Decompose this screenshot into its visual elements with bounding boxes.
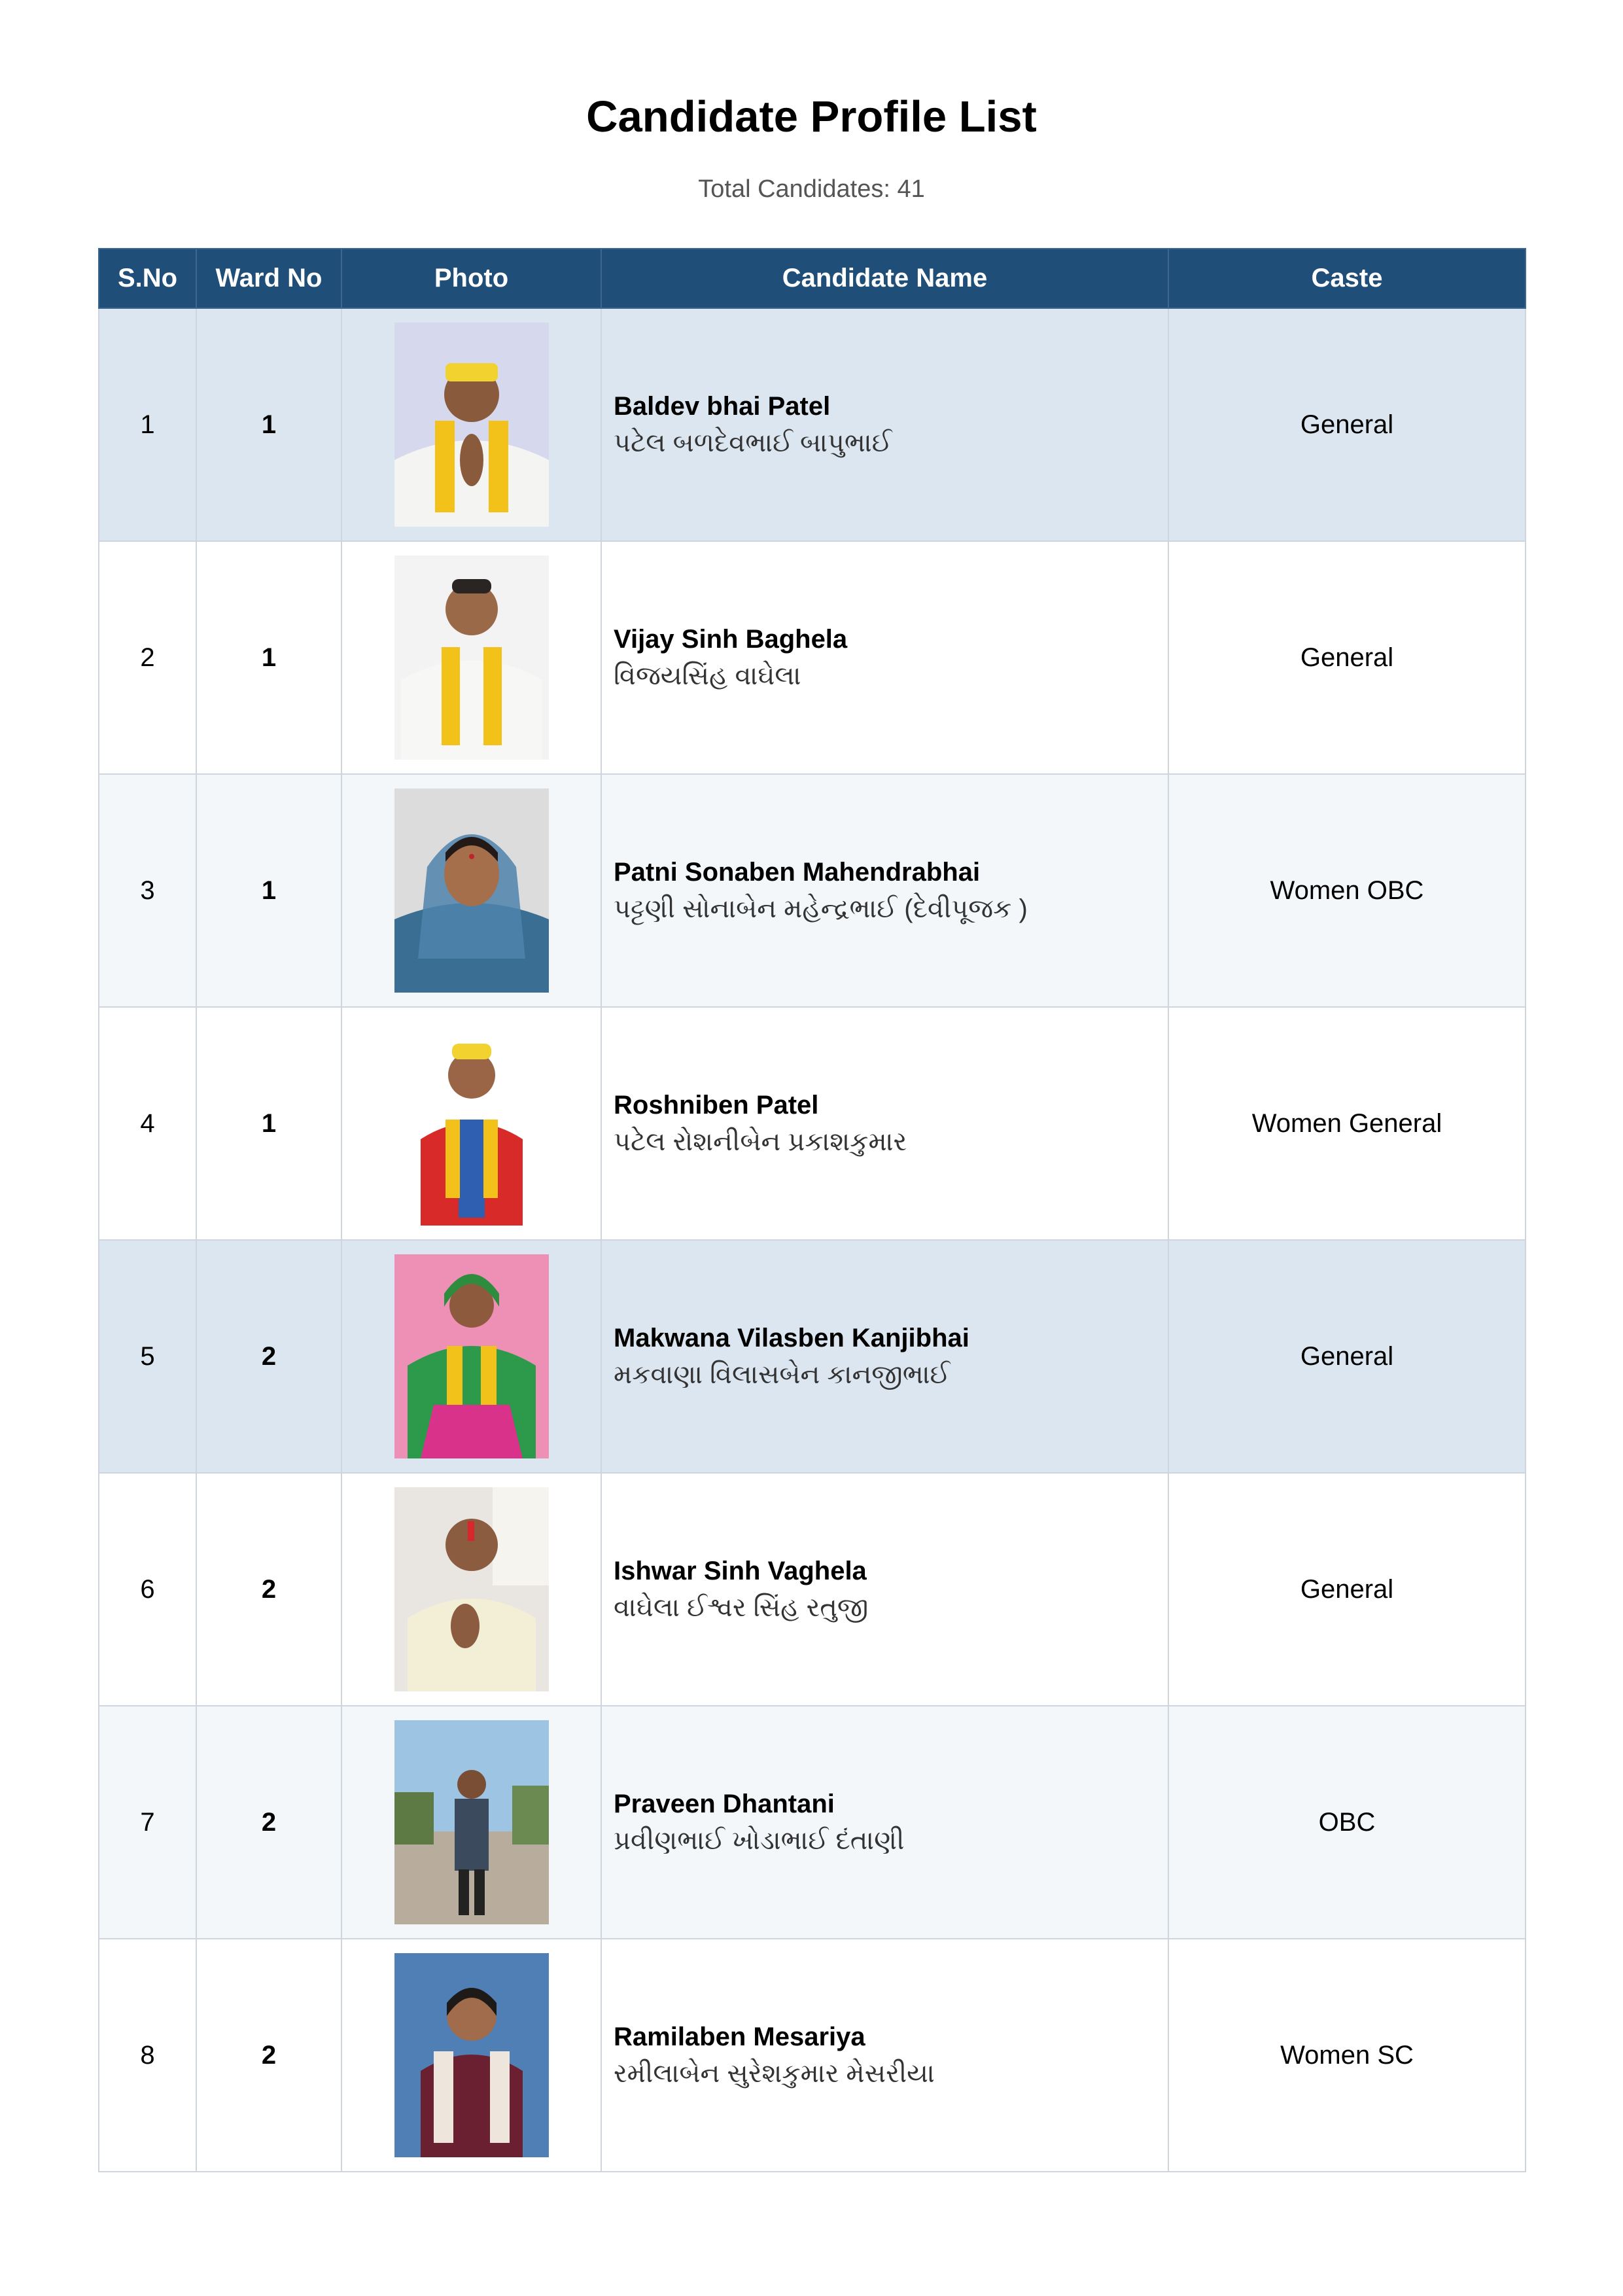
table-row bbox=[99, 541, 1526, 774]
cell-ward: 1 bbox=[196, 774, 341, 1007]
cell-photo bbox=[341, 308, 601, 541]
cell-ward: 2 bbox=[196, 1473, 341, 1706]
candidate-name-english: Ishwar Sinh Vaghela bbox=[614, 1557, 867, 1585]
candidate-name-english: Vijay Sinh Baghela bbox=[614, 625, 848, 654]
cell-ward: 2 bbox=[196, 1706, 341, 1939]
candidate-name-gujarati: મકવાણા વિલાસબેન કાનજીભાઈ bbox=[614, 1360, 951, 1389]
candidate-table bbox=[98, 248, 1526, 2172]
cell-sno: 6 bbox=[99, 1473, 196, 1706]
cell-ward: 2 bbox=[196, 1939, 341, 2172]
cell-name bbox=[601, 1939, 1168, 2172]
cell-caste: Women General bbox=[1168, 1007, 1526, 1240]
cell-photo bbox=[341, 774, 601, 1007]
cell-caste: General bbox=[1168, 541, 1526, 774]
cell-photo bbox=[341, 1939, 601, 2172]
candidate-photo bbox=[394, 1953, 549, 2157]
candidate-photo bbox=[394, 1254, 549, 1458]
candidate-name-english: Praveen Dhantani bbox=[614, 1790, 835, 1818]
cell-caste: General bbox=[1168, 308, 1526, 541]
cell-ward: 1 bbox=[196, 308, 341, 541]
table-row bbox=[99, 1939, 1526, 2172]
cell-sno: 4 bbox=[99, 1007, 196, 1240]
cell-caste: General bbox=[1168, 1240, 1526, 1473]
table-row bbox=[99, 1240, 1526, 1473]
candidate-name-english: Roshniben Patel bbox=[614, 1091, 819, 1120]
table-row bbox=[99, 1706, 1526, 1939]
table-row bbox=[99, 774, 1526, 1007]
header-sno: S.No bbox=[99, 249, 196, 308]
cell-name bbox=[601, 308, 1168, 541]
header-name: Candidate Name bbox=[601, 249, 1168, 308]
cell-sno: 8 bbox=[99, 1939, 196, 2172]
cell-ward: 1 bbox=[196, 541, 341, 774]
cell-caste: OBC bbox=[1168, 1706, 1526, 1939]
cell-ward: 2 bbox=[196, 1240, 341, 1473]
cell-photo bbox=[341, 1240, 601, 1473]
cell-name bbox=[601, 541, 1168, 774]
table-row bbox=[99, 308, 1526, 541]
cell-photo bbox=[341, 1706, 601, 1939]
cell-caste: Women SC bbox=[1168, 1939, 1526, 2172]
cell-ward: 1 bbox=[196, 1007, 341, 1240]
candidate-name-gujarati: પ્રવીણભાઈ ખોડાભાઈ દંતાણી bbox=[614, 1826, 905, 1855]
cell-sno: 1 bbox=[99, 308, 196, 541]
header-photo: Photo bbox=[341, 249, 601, 308]
cell-name bbox=[601, 1240, 1168, 1473]
table-row bbox=[99, 1007, 1526, 1240]
table-row bbox=[99, 1473, 1526, 1706]
cell-name bbox=[601, 1706, 1168, 1939]
candidate-name-english: Ramilaben Mesariya bbox=[614, 2022, 865, 2051]
candidate-name-gujarati: પટેલ રોશનીબેન પ્રકાશકુમાર bbox=[614, 1127, 907, 1156]
header-caste: Caste bbox=[1168, 249, 1526, 308]
cell-sno: 2 bbox=[99, 541, 196, 774]
total-candidates: Total Candidates: 41 bbox=[698, 175, 925, 203]
candidate-name-english: Makwana Vilasben Kanjibhai bbox=[614, 1324, 969, 1352]
candidate-name-gujarati: પટ્ટણી સોનાબેન મહેન્દ્રભાઈ (દેવીપૂજક ) bbox=[614, 894, 1028, 923]
cell-sno: 7 bbox=[99, 1706, 196, 1939]
candidate-name-gujarati: રમીલાબેન સુરેશકુમાર મેસરીયા bbox=[614, 2059, 935, 2088]
cell-photo bbox=[341, 541, 601, 774]
candidate-photo bbox=[394, 1021, 549, 1226]
candidate-photo bbox=[394, 788, 549, 993]
header-ward: Ward No bbox=[196, 249, 341, 308]
cell-photo bbox=[341, 1473, 601, 1706]
cell-name bbox=[601, 774, 1168, 1007]
cell-caste: General bbox=[1168, 1473, 1526, 1706]
cell-photo bbox=[341, 1007, 601, 1240]
candidate-photo bbox=[394, 323, 549, 527]
cell-name bbox=[601, 1473, 1168, 1706]
candidate-photo bbox=[394, 556, 549, 760]
candidate-name-english: Patni Sonaben Mahendrabhai bbox=[614, 858, 981, 887]
cell-caste: Women OBC bbox=[1168, 774, 1526, 1007]
candidate-name-gujarati: વાઘેલા ઈશ્વર સિંહ રતુજી bbox=[614, 1593, 869, 1622]
page-title: Candidate Profile List bbox=[586, 92, 1037, 141]
candidate-photo bbox=[394, 1720, 549, 1924]
candidate-name-gujarati: પટેલ બળદેવભાઈ બાપુભાઈ bbox=[614, 429, 892, 457]
cell-name bbox=[601, 1007, 1168, 1240]
cell-sno: 3 bbox=[99, 774, 196, 1007]
candidate-name-english: Baldev bhai Patel bbox=[614, 392, 831, 421]
cell-sno: 5 bbox=[99, 1240, 196, 1473]
table-header-row bbox=[99, 249, 1526, 308]
candidate-name-gujarati: વિજયસિંહ વાઘેલા bbox=[614, 662, 801, 690]
candidate-photo bbox=[394, 1487, 549, 1691]
